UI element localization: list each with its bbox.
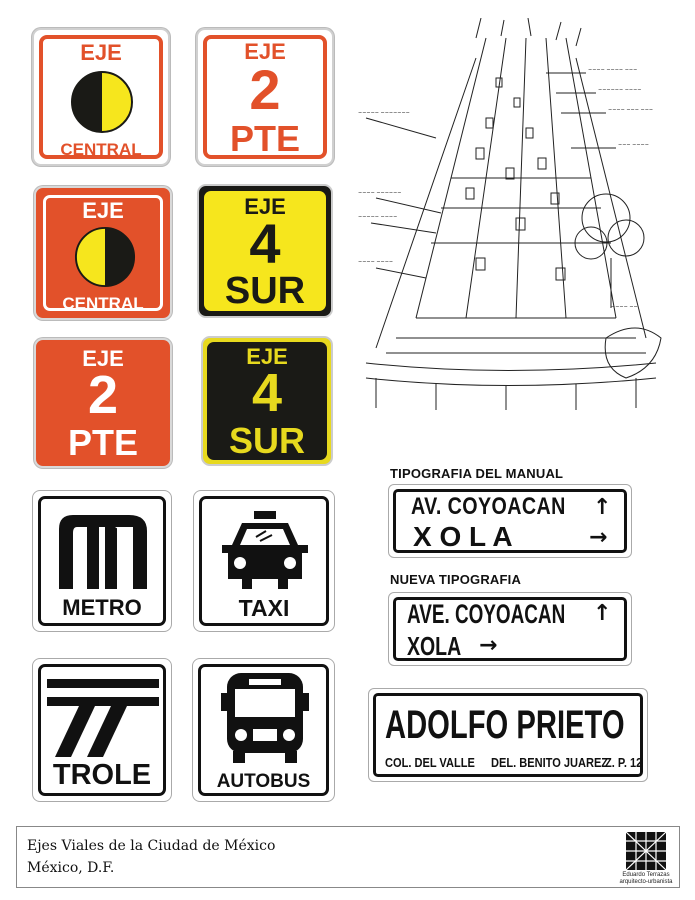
half-circle-icon	[70, 70, 134, 134]
street-line-1: AVE. COYOACAN	[407, 599, 566, 629]
sign-top-text: EJE	[80, 40, 122, 65]
arrow-up-icon: ↑	[593, 495, 612, 520]
logo-name: Eduardo Terrazas	[622, 872, 670, 878]
eje-4-sur-sign-yellow	[197, 184, 333, 318]
autobus-sign	[192, 658, 335, 802]
colonia-text: COL. DEL VALLE	[385, 755, 475, 770]
street-name: ADOLFO PRIETO	[385, 703, 625, 747]
svg-text:~~~~~ ~~~~~~~: ~~~~~ ~~~~~~~	[358, 110, 410, 116]
eje-2-pte-sign-outlined	[196, 28, 334, 166]
autobus-label: AUTOBUS	[216, 771, 311, 792]
svg-text:~~~~ ~~: ~~~~ ~~	[611, 304, 638, 310]
street-line-2: X O L A	[413, 521, 513, 552]
half-circle-icon	[74, 226, 136, 288]
caption-place: México, D.F.	[27, 860, 115, 876]
svg-text:~~~~ ~~~~ ~~~: ~~~~ ~~~~ ~~~	[588, 67, 638, 73]
svg-text:~~~~ ~~~ ~~~: ~~~~ ~~~ ~~~	[608, 107, 654, 113]
sign-top-text: EJE	[82, 346, 124, 371]
metro-label: METRO	[62, 595, 142, 620]
svg-text:~~~~~ ~~~~: ~~~~~ ~~~~	[358, 214, 398, 220]
trole-logo-icon	[45, 673, 161, 759]
svg-text:~~~~~~ ~~~~: ~~~~~~ ~~~~	[598, 87, 642, 93]
metro-sign	[32, 490, 172, 632]
sign-number: 4	[251, 363, 283, 423]
postal-zone-text: Z. P. 12	[605, 755, 643, 770]
trole-label: TROLE	[52, 759, 152, 791]
trole-sign	[32, 658, 172, 802]
studio-logo-icon	[625, 831, 667, 871]
svg-text:~~~~ ~~~~~~: ~~~~ ~~~~~~	[358, 190, 402, 196]
street-name-sign	[368, 688, 648, 782]
sign-bottom-text: SUR	[228, 420, 305, 461]
eje-2-pte-sign-orange	[34, 338, 172, 468]
taxi-label: TAXI	[238, 595, 290, 621]
eje-central-sign-orange	[34, 186, 172, 320]
caption-footer	[16, 826, 680, 888]
eje-central-sign-outlined	[32, 28, 170, 166]
sign-bottom-text: CENTRAL	[62, 294, 144, 313]
avenue-sketch-drawing	[356, 18, 668, 410]
sign-number: 2	[249, 58, 281, 121]
metro-logo-icon	[55, 509, 151, 593]
taxi-car-icon	[216, 507, 314, 595]
sign-bottom-text: CENTRAL	[60, 140, 142, 159]
new-typography-sign	[388, 592, 632, 666]
sign-number: 2	[87, 365, 119, 425]
sign-top-text: EJE	[246, 344, 288, 369]
street-line-2: XOLA	[407, 631, 462, 661]
bus-icon	[219, 671, 311, 767]
sign-bottom-text: SUR	[224, 270, 306, 312]
street-line-1: AV. COYOACAN	[411, 493, 566, 520]
sign-number: 4	[249, 212, 281, 275]
caption-title: Ejes Viales de la Ciudad de México	[27, 838, 276, 854]
new-typography-heading: NUEVA TIPOGRAFIA	[390, 572, 522, 587]
sign-top-text: EJE	[244, 39, 286, 64]
arrow-right-icon: →	[479, 633, 498, 658]
delegacion-text: DEL. BENITO JUAREZ	[491, 755, 609, 770]
eje-4-sur-sign-black	[201, 336, 333, 466]
sign-bottom-text: PTE	[67, 422, 138, 463]
sign-top-text: EJE	[244, 194, 286, 219]
arrow-up-icon: ↑	[593, 601, 612, 626]
sign-top-text: EJE	[82, 198, 124, 223]
svg-text:~~~~ ~~~~: ~~~~ ~~~~	[358, 259, 394, 265]
svg-text:~~~ ~~~~: ~~~ ~~~~	[618, 142, 649, 148]
logo-subtitle: arquitecto-urbanista	[619, 879, 673, 885]
manual-typography-heading: TIPOGRAFIA DEL MANUAL	[390, 466, 564, 481]
sign-bottom-text: PTE	[229, 118, 300, 159]
manual-typography-sign	[388, 484, 632, 558]
taxi-sign	[193, 490, 335, 632]
arrow-right-icon: →	[589, 525, 608, 550]
